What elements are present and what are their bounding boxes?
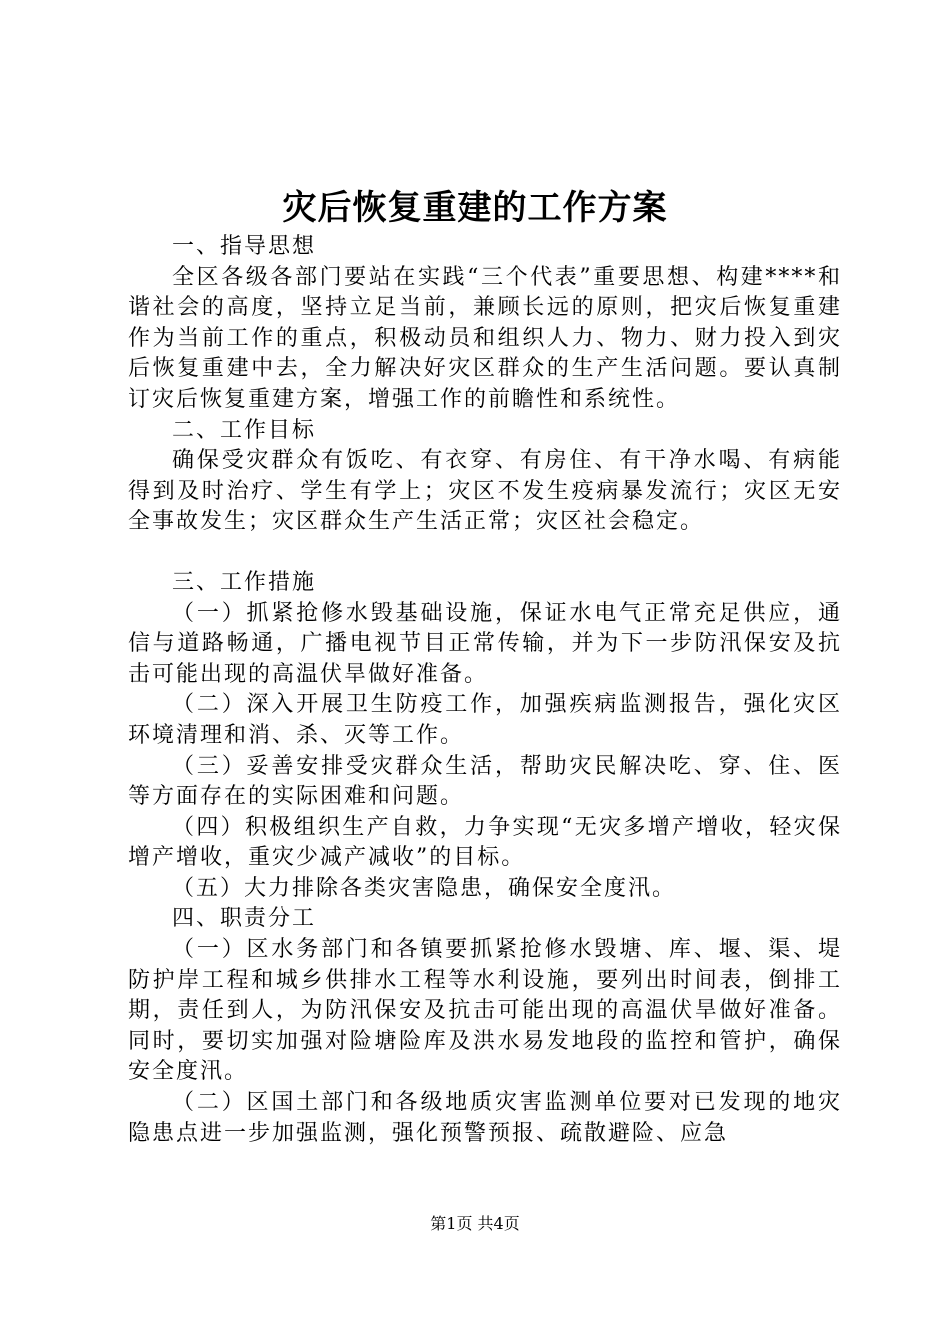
section-heading-work-measures: 三、工作措施	[172, 569, 317, 595]
paragraph-responsibility-2: （二）区国土部门和各级地质灾害监测单位要对已发现的地灾隐患点进一步加强监测，强化预警预报、疏散避险、应急	[128, 1090, 842, 1146]
paragraph-measure-2: （二）深入开展卫生防疫工作，加强疾病监测报告，强化灾区环境清理和消、杀、灭等工作。	[128, 692, 842, 748]
document-title: 灾后恢复重建的工作方案	[282, 188, 668, 228]
section-heading-work-goals: 二、工作目标	[172, 417, 317, 443]
page-footer: 第1页 共4页	[430, 1214, 520, 1233]
section-heading-responsibilities: 四、职责分工	[172, 906, 317, 932]
paragraph-measure-4: （四）积极组织生产自救，力争实现“无灾多增产增收，轻灾保增产增收，重灾少减产减收”的目标。	[128, 814, 842, 871]
paragraph-measure-5: （五）大力排除各类灾害隐患，确保安全度汛。	[172, 875, 677, 901]
paragraph-work-goals: 确保受灾群众有饭吃、有衣穿、有房住、有干净水喝、有病能得到及时治疗、学生有学上；灾区不发生疫病暴发流行；灾区无安全事故发生；灾区群众生产生活正常；灾区社会稳定。	[128, 448, 842, 535]
paragraph-guiding-ideology: 全区各级各部门要站在实践“三个代表”重要思想、构建****和谐社会的高度，坚持立足当前，兼顾长远的原则，把灾后恢复重建作为当前工作的重点，积极动员和组织人力、物力、财力投入到灾后恢复重建中去，全力解决好灾区群众的生产生活问题。要认真制订灾后恢复重建方案，增强工作的前瞻性和系统性。	[128, 264, 842, 412]
paragraph-responsibility-1: （一）区水务部门和各镇要抓紧抢修水毁塘、库、堰、渠、堤防护岸工程和城乡供排水工程等水利设施，要列出时间表，倒排工期，责任到人，为防汛保安及抗击可能出现的高温伏旱做好准备。同时，要切实加强对险塘险库及洪水易发地段的监控和管护，确保安全度汛。	[128, 937, 842, 1085]
document-body	[128, 232, 842, 1149]
paragraph-measure-1: （一）抓紧抢修水毁基础设施，保证水电气正常充足供应，通信与道路畅通，广播电视节目正常传输，并为下一步防汛保安及抗击可能出现的高温伏旱做好准备。	[128, 600, 842, 687]
section-heading-guiding-ideology: 一、指导思想	[172, 234, 317, 259]
paragraph-measure-3: （三）妥善安排受灾群众生活，帮助灾民解决吃、穿、住、医等方面存在的实际困难和问题。	[128, 753, 842, 810]
